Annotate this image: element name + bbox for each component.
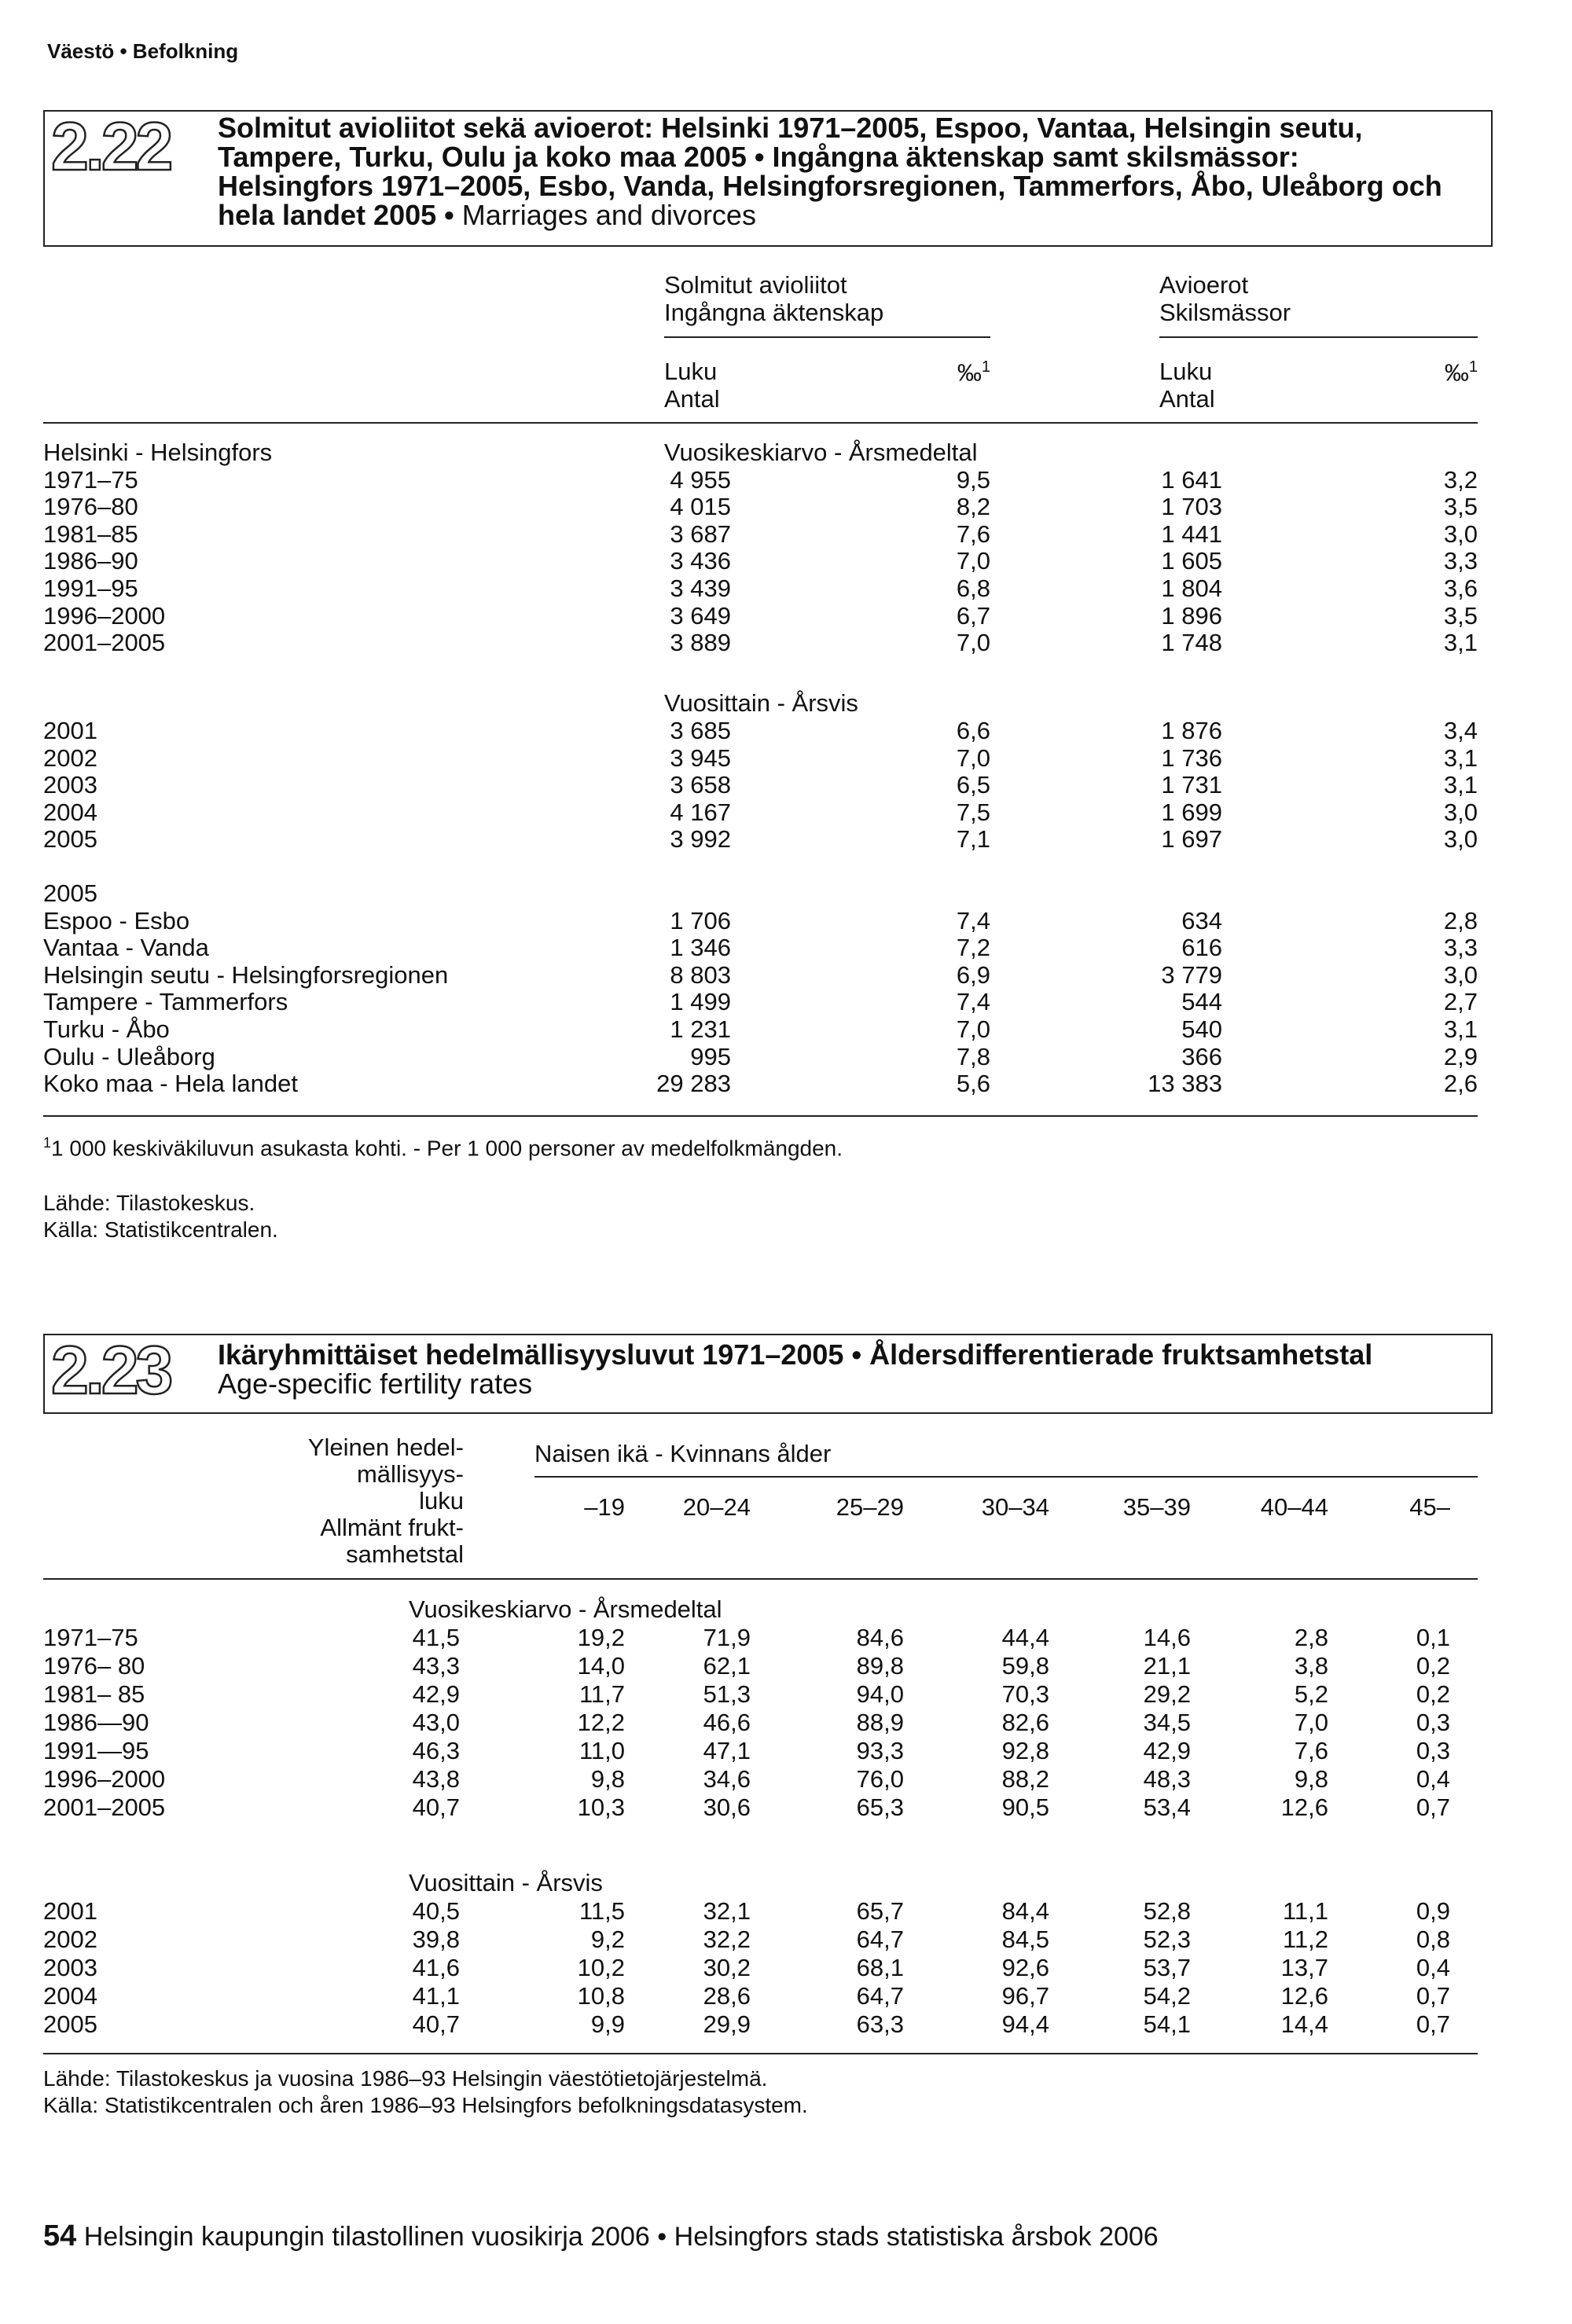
divorces-permille: 2,6	[1443, 1070, 1478, 1098]
table-title-box	[43, 1334, 1493, 1414]
age-rate-value: 11,5	[578, 1897, 625, 1925]
age-rate-value: 65,7	[856, 1897, 904, 1925]
divorces-permille: 3,0	[1443, 798, 1478, 826]
row-label: 1996–2000	[43, 601, 166, 630]
marriages-permille: 7,0	[956, 743, 990, 772]
age-rate-value: 82,6	[1001, 1709, 1049, 1736]
row-label: 1991—95	[43, 1737, 149, 1764]
age-rate-value: 0,7	[1416, 2010, 1450, 2038]
row-label: 1996–2000	[43, 1765, 166, 1793]
row-label: 1981– 85	[43, 1680, 145, 1708]
age-rate-value: 10,8	[577, 1982, 625, 2010]
marriages-count: 3 687	[670, 520, 731, 548]
row-label: Koko maa - Hela landet	[43, 1070, 298, 1098]
marriages-count: 4 955	[670, 465, 731, 494]
table-number: 2.23	[51, 1333, 171, 1408]
marriages-permille: 5,6	[956, 1070, 990, 1098]
age-rate-value: 54,2	[1143, 1982, 1191, 2010]
age-rate-value: 30,2	[703, 1954, 751, 1981]
age-rate-value: 9,2	[590, 1926, 625, 1953]
divorces-count: 634	[1181, 906, 1222, 934]
col-header-general: Yleinen hedel- mällisyys- luku Allmänt frukt- samhetstal	[307, 1434, 464, 1568]
divorces-count: 366	[1181, 1042, 1222, 1070]
marriages-permille: 7,0	[956, 629, 990, 657]
age-rate-value: 63,3	[856, 2010, 904, 2038]
divorces-permille: 3,2	[1443, 465, 1478, 494]
row-label: Tampere - Tammerfors	[43, 988, 288, 1016]
age-rate-value: 0,8	[1416, 1926, 1450, 1953]
age-rate-value: 92,6	[1001, 1954, 1049, 1981]
age-rate-value: 0,2	[1416, 1680, 1450, 1708]
divorces-permille: 3,1	[1443, 629, 1478, 657]
divorces-count: 1 896	[1161, 601, 1222, 630]
divorces-count: 1 804	[1161, 575, 1222, 602]
row-label: 2004	[43, 798, 97, 826]
age-rate-value: 12,6	[1280, 1793, 1328, 1821]
age-column-header: 20–24	[682, 1493, 751, 1521]
row-label: 2004	[43, 1982, 97, 2010]
row-label: Turku - Åbo	[43, 1015, 170, 1043]
divorces-count: 1 703	[1161, 493, 1222, 521]
age-rate-value: 84,4	[1001, 1897, 1049, 1925]
source-sv: Källa: Statistikcentralen.	[43, 1217, 278, 1242]
general-fertility-value: 43,0	[412, 1709, 460, 1736]
divorces-count: 1 748	[1161, 629, 1222, 657]
age-rate-value: 34,5	[1143, 1709, 1191, 1736]
age-rate-value: 0,9	[1416, 1897, 1450, 1925]
general-fertility-value: 39,8	[412, 1926, 460, 1953]
table-title: Solmitut avioliitot sekä avioerot: Helsinki 1971–2005, Espoo, Vantaa, Helsingin seutu, Tampere, Turku, Oulu ja koko maa 2005 • Ingångna äktenskap samt skilsmässor: Helsingfors 1971–2005, Esbo, Vanda, Helsingforsregionen, Tammerfors, Åbo, Uleåborg och hela landet 2005 • Marriages and divorces	[218, 112, 1442, 231]
age-rate-value: 46,6	[703, 1709, 751, 1736]
divorces-count: 540	[1181, 1015, 1222, 1043]
divorces-count: 1 731	[1161, 771, 1222, 799]
age-rate-value: 94,4	[1001, 2010, 1049, 2038]
age-rate-value: 0,4	[1416, 1954, 1450, 1981]
col-header-age: Naisen ikä - Kvinnans ålder	[534, 1440, 832, 1467]
age-rate-value: 64,7	[856, 1926, 904, 1953]
marriages-count: 3 945	[670, 743, 731, 772]
age-rate-value: 53,7	[1143, 1954, 1191, 1981]
age-rate-value: 9,8	[590, 1765, 625, 1793]
row-label: 1986–90	[43, 547, 138, 575]
section-label: Vuosikeskiarvo - Årsmedeltal	[409, 1595, 722, 1623]
general-fertility-value: 41,5	[412, 1624, 460, 1651]
section-label: Vuosittain - Årsvis	[664, 689, 858, 717]
divorces-permille: 2,7	[1443, 988, 1478, 1016]
table-bottom-rule	[43, 2053, 1478, 2054]
group-underline	[1159, 336, 1478, 338]
page-header: Väestö • Befolkning	[47, 39, 239, 63]
marriages-permille: 7,6	[956, 520, 990, 548]
general-fertility-value: 42,9	[412, 1680, 460, 1708]
general-fertility-value: 40,5	[412, 1897, 460, 1925]
row-label: 1986—90	[43, 1709, 149, 1736]
divorces-permille: 3,1	[1443, 743, 1478, 772]
age-rate-value: 11,0	[578, 1737, 625, 1764]
general-fertility-value: 43,8	[412, 1765, 460, 1793]
divorces-count: 1 697	[1161, 825, 1222, 854]
row-label: 2003	[43, 771, 97, 799]
section-label: Vuosikeskiarvo - Årsmedeltal	[664, 439, 978, 466]
age-rate-value: 11,2	[1282, 1926, 1328, 1953]
marriages-permille: 6,5	[956, 771, 990, 799]
source-fi: Lähde: Tilastokeskus ja vuosina 1986–93 Helsingin väestötietojärjestelmä.	[43, 2066, 768, 2091]
row-label: 2002	[43, 1926, 97, 1953]
divorces-permille: 3,4	[1443, 717, 1478, 744]
table-title-en: Marriages and divorces	[461, 199, 756, 231]
marriages-count: 29 283	[656, 1070, 731, 1098]
age-rate-value: 42,9	[1143, 1737, 1191, 1764]
table-title-en: Age-specific fertility rates	[218, 1368, 533, 1400]
marriages-count: 8 803	[670, 960, 731, 989]
divorces-count: 1 605	[1161, 547, 1222, 575]
age-rate-value: 48,3	[1143, 1765, 1191, 1793]
age-rate-value: 0,4	[1416, 1765, 1450, 1793]
age-rate-value: 76,0	[856, 1765, 904, 1793]
row-label: Vantaa - Vanda	[43, 934, 209, 962]
divorces-count: 616	[1181, 934, 1222, 962]
marriages-permille: 7,4	[956, 988, 990, 1016]
section-label: Vuosittain - Årsvis	[409, 1869, 603, 1896]
age-rate-value: 5,2	[1294, 1680, 1328, 1708]
header-rule	[43, 1578, 1478, 1580]
footer-text: Helsingin kaupungin tilastollinen vuosikirja 2006 • Helsingfors stads statistiska årsbok 2006	[83, 2222, 1159, 2252]
marriages-permille: 7,4	[956, 906, 990, 934]
divorces-permille: 2,9	[1443, 1042, 1478, 1070]
marriages-permille: 7,0	[956, 547, 990, 575]
age-rate-value: 13,7	[1280, 1954, 1328, 1981]
age-rate-value: 34,6	[703, 1765, 751, 1793]
age-rate-value: 96,7	[1001, 1982, 1049, 2010]
divorces-count: 1 441	[1161, 520, 1222, 548]
age-rate-value: 62,1	[703, 1652, 751, 1680]
divorces-count: 1 736	[1161, 743, 1222, 772]
age-rate-value: 0,1	[1416, 1624, 1450, 1651]
source-sv: Källa: Statistikcentralen och åren 1986–93 Helsingfors befolkningsdatasystem.	[43, 2093, 808, 2117]
age-rate-value: 52,8	[1143, 1897, 1191, 1925]
row-label: 1971–75	[43, 1624, 138, 1651]
age-rate-value: 68,1	[856, 1954, 904, 1981]
row-label: 2002	[43, 743, 97, 772]
age-rate-value: 0,2	[1416, 1652, 1450, 1680]
age-rate-value: 0,7	[1416, 1793, 1450, 1821]
marriages-count: 995	[690, 1042, 731, 1070]
row-label: Espoo - Esbo	[43, 906, 190, 934]
age-rate-value: 59,8	[1001, 1652, 1049, 1680]
age-rate-value: 44,4	[1001, 1624, 1049, 1651]
marriages-permille: 6,9	[956, 960, 990, 989]
divorces-count: 1 641	[1161, 465, 1222, 494]
divorces-permille: 3,0	[1443, 520, 1478, 548]
marriages-count: 3 649	[670, 601, 731, 630]
age-column-header: 35–39	[1122, 1493, 1191, 1521]
age-rate-value: 93,3	[856, 1737, 904, 1764]
marriages-permille: 9,5	[956, 465, 990, 494]
marriages-permille: 7,8	[956, 1042, 990, 1070]
row-label: 2001	[43, 717, 97, 744]
marriages-count: 3 658	[670, 771, 731, 799]
row-label: 1981–85	[43, 520, 138, 548]
group-underline	[664, 336, 990, 338]
divorces-permille: 3,6	[1443, 575, 1478, 602]
age-rate-value: 32,2	[703, 1926, 751, 1953]
age-rate-value: 71,9	[703, 1624, 751, 1651]
divorces-permille: 2,8	[1443, 906, 1478, 934]
age-rate-value: 2,8	[1294, 1624, 1328, 1651]
general-fertility-value: 46,3	[412, 1737, 460, 1764]
age-column-header: 45–	[1409, 1493, 1450, 1521]
age-rate-value: 0,7	[1416, 1982, 1450, 2010]
divorces-permille: 3,5	[1443, 493, 1478, 521]
col-group-divorces: Avioerot Skilsmässor	[1159, 271, 1291, 326]
divorces-count: 1 699	[1161, 798, 1222, 826]
age-rate-value: 32,1	[703, 1897, 751, 1925]
marriages-permille: 7,2	[956, 934, 990, 962]
table-number: 2.22	[51, 109, 171, 185]
divorces-permille: 3,3	[1443, 934, 1478, 962]
row-label: 1991–95	[43, 575, 138, 602]
marriages-count: 1 231	[670, 1015, 731, 1043]
age-rate-value: 84,6	[856, 1624, 904, 1651]
marriages-count: 3 436	[670, 547, 731, 575]
footnote: $^1$1 000 keskiväkiluvun asukasta kohti. - Per 1 000 personer av medelfolkmängden.	[43, 1135, 843, 1161]
general-fertility-value: 43,3	[412, 1652, 460, 1680]
row-label: 2003	[43, 1954, 97, 1981]
marriages-permille: 6,7	[956, 601, 990, 630]
general-fertility-value: 41,1	[412, 1982, 460, 2010]
divorces-permille: 3,1	[1443, 771, 1478, 799]
marriages-permille: 7,0	[956, 1015, 990, 1043]
row-label: 2001–2005	[43, 1793, 166, 1821]
marriages-count: 3 439	[670, 575, 731, 602]
age-rate-value: 7,0	[1294, 1709, 1328, 1736]
row-label: 2001	[43, 1897, 97, 1925]
age-rate-value: 92,8	[1001, 1737, 1049, 1764]
marriages-count: 1 706	[670, 906, 731, 934]
marriages-count: 3 685	[670, 717, 731, 744]
age-underline	[534, 1476, 1478, 1478]
age-rate-value: 53,4	[1143, 1793, 1191, 1821]
age-rate-value: 88,2	[1001, 1765, 1049, 1793]
age-rate-value: 9,8	[1294, 1765, 1328, 1793]
marriages-permille: 6,8	[956, 575, 990, 602]
age-rate-value: 94,0	[856, 1680, 904, 1708]
col-group-marriages: Solmitut avioliitot Ingångna äktenskap	[664, 271, 884, 326]
row-label: 1976–80	[43, 493, 138, 521]
header-rule	[43, 422, 1478, 424]
row-label: Helsingin seutu - Helsingforsregionen	[43, 960, 449, 989]
age-rate-value: 10,2	[577, 1954, 625, 1981]
age-rate-value: 19,2	[577, 1624, 625, 1651]
source-fi: Lähde: Tilastokeskus.	[43, 1191, 255, 1215]
col-header-count: Luku Antal	[1159, 358, 1215, 413]
age-rate-value: 14,0	[577, 1652, 625, 1680]
divorces-count: 13 383	[1148, 1070, 1222, 1098]
marriages-permille: 7,1	[956, 825, 990, 854]
age-rate-value: 12,2	[577, 1709, 625, 1736]
age-rate-value: 90,5	[1001, 1793, 1049, 1821]
table-bottom-rule	[43, 1115, 1478, 1117]
table-title: Ikäryhmittäiset hedelmällisyysluvut 1971–2005 • Åldersdifferentierade fruktsamhetstal Age-specific fertility rates	[218, 1338, 1373, 1400]
age-rate-value: 52,3	[1143, 1926, 1191, 1953]
divorces-permille: 3,1	[1443, 1015, 1478, 1043]
age-rate-value: 14,6	[1143, 1624, 1191, 1651]
age-rate-value: 29,9	[703, 2010, 751, 2038]
age-rate-value: 47,1	[703, 1737, 751, 1764]
age-column-header: 30–34	[981, 1493, 1049, 1521]
age-rate-value: 70,3	[1001, 1680, 1049, 1708]
age-rate-value: 14,4	[1280, 2010, 1328, 2038]
divorces-count: 3 779	[1161, 960, 1222, 989]
marriages-count: 3 889	[670, 629, 731, 657]
col-header-permille: ‰$^1$	[957, 358, 990, 387]
col-header-permille: ‰$^1$	[1444, 358, 1478, 387]
age-rate-value: 64,7	[856, 1982, 904, 2010]
marriages-count: 1 499	[670, 988, 731, 1016]
marriages-count: 1 346	[670, 934, 731, 962]
age-rate-value: 84,5	[1001, 1926, 1049, 1953]
age-rate-value: 3,8	[1294, 1652, 1328, 1680]
row-label: 1976– 80	[43, 1652, 145, 1680]
marriages-count: 4 015	[670, 493, 731, 521]
divorces-permille: 3,5	[1443, 601, 1478, 630]
age-rate-value: 7,6	[1294, 1737, 1328, 1764]
divorces-count: 1 876	[1161, 717, 1222, 744]
row-label: 2005	[43, 2010, 97, 2038]
page-footer	[43, 2220, 1159, 2252]
divorces-permille: 3,0	[1443, 825, 1478, 854]
row-label: 2001–2005	[43, 629, 166, 657]
marriages-permille: 6,6	[956, 717, 990, 744]
page-number: 54	[43, 2219, 77, 2252]
age-rate-value: 51,3	[703, 1680, 751, 1708]
marriages-count: 3 992	[670, 825, 731, 854]
age-column-header: 40–44	[1260, 1493, 1328, 1521]
age-rate-value: 88,9	[856, 1709, 904, 1736]
age-rate-value: 21,1	[1143, 1652, 1191, 1680]
age-rate-value: 0,3	[1416, 1709, 1450, 1736]
row-label: Oulu - Uleåborg	[43, 1042, 215, 1070]
age-rate-value: 30,6	[703, 1793, 751, 1821]
divorces-permille: 3,3	[1443, 547, 1478, 575]
section-label: 2005	[43, 879, 97, 907]
age-rate-value: 29,2	[1143, 1680, 1191, 1708]
age-rate-value: 9,9	[590, 2010, 625, 2038]
marriages-permille: 8,2	[956, 493, 990, 521]
age-rate-value: 11,1	[1282, 1897, 1328, 1925]
general-fertility-value: 40,7	[412, 1793, 460, 1821]
divorces-count: 544	[1181, 988, 1222, 1016]
age-column-header: 25–29	[836, 1493, 904, 1521]
age-rate-value: 0,3	[1416, 1737, 1450, 1764]
age-rate-value: 89,8	[856, 1652, 904, 1680]
age-rate-value: 10,3	[577, 1793, 625, 1821]
marriages-count: 4 167	[670, 798, 731, 826]
col-header-count: Luku Antal	[664, 358, 720, 413]
row-label: 1971–75	[43, 465, 138, 494]
general-fertility-value: 40,7	[412, 2010, 460, 2038]
divorces-permille: 3,0	[1443, 960, 1478, 989]
age-rate-value: 54,1	[1143, 2010, 1191, 2038]
age-rate-value: 65,3	[856, 1793, 904, 1821]
table-title-box	[43, 110, 1493, 247]
age-column-header: –19	[584, 1493, 625, 1521]
row-label: 2005	[43, 825, 97, 854]
section-label: Helsinki - Helsingfors	[43, 439, 273, 466]
marriages-permille: 7,5	[956, 798, 990, 826]
general-fertility-value: 41,6	[412, 1954, 460, 1981]
age-rate-value: 28,6	[703, 1982, 751, 2010]
age-rate-value: 12,6	[1280, 1982, 1328, 2010]
age-rate-value: 11,7	[578, 1680, 625, 1708]
